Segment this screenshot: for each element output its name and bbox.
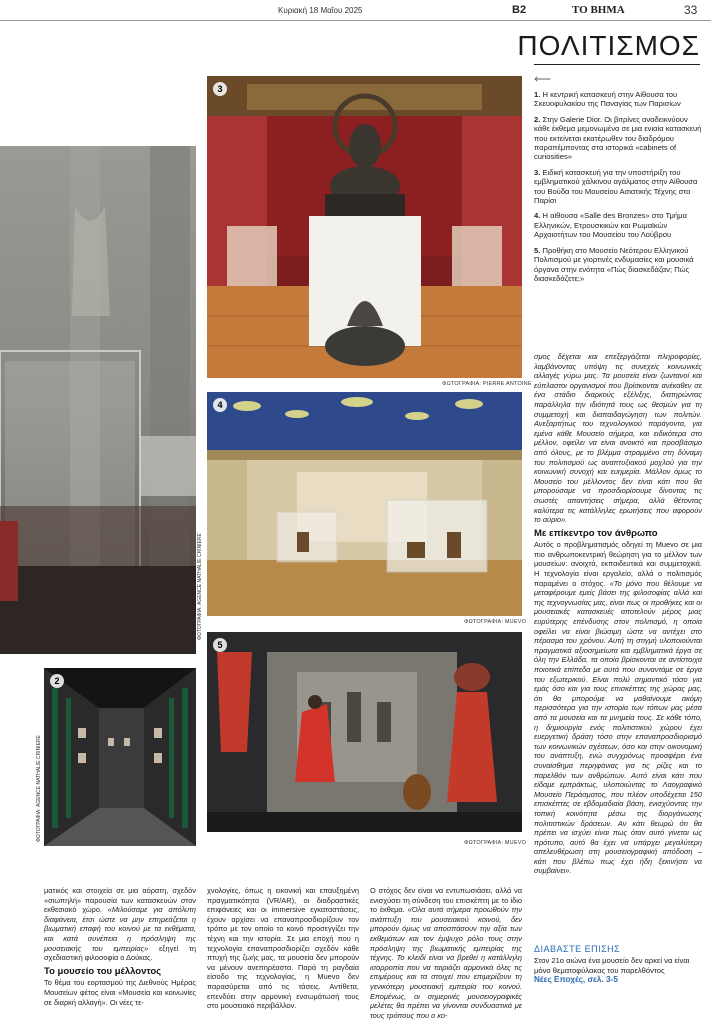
- photo-5-image: [207, 632, 522, 832]
- subhead-future-museum: Το μουσείο του μέλλοντος: [44, 965, 162, 977]
- photo-2-galerie-dior: [44, 668, 196, 846]
- page-number: 33: [684, 3, 698, 17]
- header-rule: [0, 20, 711, 21]
- photo-captions: [534, 72, 702, 289]
- photo-3-number: 3: [213, 82, 227, 96]
- article-column-1: [44, 886, 196, 1007]
- article-column-3: [370, 886, 522, 1020]
- photo-2-number: 2: [50, 674, 64, 688]
- caption-4: 4. Η αίθουσα «Salle des Bronzes» στο Τμήμα Ελληνικών, Ετρουσκικών και Ρωμαϊκών Αρχαιοτήτων του Μουσείου του Λούβρου: [534, 211, 687, 240]
- photo-4-credit: ΦΩΤΟΓΡΑΦΙΑ: MUEVO: [464, 619, 527, 625]
- subhead-human-centered: Με επίκεντρο τον άνθρωπο: [534, 527, 658, 539]
- col1-paragraph-2: Το θέμα του εορτασμού της Διεθνούς Ημέρας Μουσείων φέτος είναι «Μουσεία και κοινωνίες σε διαρκή αλλαγή». Οι νέες τε-: [44, 978, 196, 1007]
- section-title: ΠΟΛΙΤΙΣΜΟΣ: [517, 30, 700, 61]
- col4-paragraph-2: Αυτός ο προβληματισμός οδηγεί τη Muevo σε μια πιο ανθρωποκεντρική θεώρηση για το μέλλον των μουσείων: ανοιχτά, εκπαιδευτικά και συμμετοχικά. Η τεχνολογία είναι εργαλείο, αλλά ο πολιτισμός παραμένει ο στόχος. «Το μόνο που θέλουμε να μεταφέρουμε εμείς βάσει της φιλοσοφίας αλλά και της τεχνογνωσίας μας, είναι πως οι προθήκες και οι μουσειακές κατασκευές αποτελούν μέρος μιας ευρύτερης επένδυσης στον πολιτισμό, η οποία οφείλει να είναι βιώσιμη ώστε να αντέχει στο πέρασμα του χρόνου. Αυτή τη στιγμή υλοποιούνται πραγματικά αξιοσημείωτα και εμβληματικά έργα σε όλη την Ελλάδα, τα οποία βρίσκονται σε αντίστοιχα ποιοτικά επίπεδα με αυτά που συναντάμε σε έργα του εξωτερικού. Είναι πολύ σημαντικό τόσο για εμάς όσο και για τους επισκέπτες της χώρας μας, ότι θα μπορούμε να μαθαίνουμε ακόμη περισσότερα για την ιστορία των τόπων μας μέσα από τα μουσεία και τα μνημεία τους. Σε κάθε τόπο, η δημιουργία ενός πολιτιστικού χώρου έχει ευεργετική δράση τόσο στην επαναπροσδιορισμό των κοινωνικών σχέσεων, όσο και στην οικονομική του ανάπτυξη, ενώ συγχρόνως προσφέρει ένα συναίσθημα περηφάνιας για τις ρίζες και το παρελθόν των ανθρώπων. Αυτό είναι κάτι που είδαμε εμπράκτως, υλοποιώντας το Λαογραφικό Μουσείο Περάσματος, που πλέον υποδέχεται 150 επισκέπτες σε εβδομαδιαία βάση, ενισχύοντας την τοπική κοινότητα μέσω της διοργάνωσης πολιτιστικών δράσεων. Αν κάτι θεωρώ ότι θα πρέπει να ισχύει είναι πως όταν αυτό γίνεται ως πρότυπο, αυτό θα έχει να υπάρχει μεγαλύτερη απελευθέρωση στη μουσειογραφική απόδοση – κάτι που βλέπω πως έχει ήδη ξεκινήσει να συμβαίνει».: [534, 540, 702, 876]
- photo-1-sacristy: [0, 146, 196, 654]
- photo-2-credit: ΦΩΤΟΓΡΑΦΙΑ: AGENCE NATHALIE CRINIERE: [36, 735, 42, 842]
- photo-1-image: [0, 146, 196, 654]
- title-rule: [534, 64, 700, 65]
- caption-5: 5. Προθήκη στο Μουσείο Νεότερου Ελληνικού Πολιτισμού με γιορτινές ενδυμασίες και μουσικά όργανα στην ενότητα «Πώς διασκεδάζαν; Πώς διασκεδάζετε;»: [534, 245, 694, 283]
- read-also-link[interactable]: Νέες Εποχές, σελ. 3-5: [534, 975, 618, 985]
- caption-3: 3. Ειδική κατασκευή για την υποστήριξη του εμβληματικού χάλκινου αγάλματος στην Αίθουσα του Βούδα του Μουσείου Ασιατικής Τέχνης στο Παρίσι: [534, 167, 698, 206]
- photo-5-credit: ΦΩΤΟΓΡΑΦΙΑ: MUEVO: [464, 840, 527, 846]
- page-header: [0, 4, 711, 20]
- arrow-left-icon: ⟵: [534, 72, 552, 86]
- issue-date: Κυριακή 18 Μαΐου 2025: [278, 6, 363, 15]
- photo-3-image: [207, 76, 522, 378]
- photo-4-number: 4: [213, 398, 227, 412]
- photo-5-number: 5: [213, 638, 227, 652]
- col1-paragraph-1: ματικός και στοιχεία σε μια αόρατη, σχεδόν «σιωπηλή» παρουσία των κατασκευών στον εκθεσιακό χώρο. «Μιλούσαμε για απόλυτη διαφάνεια, έτσι ώστε να μην επηρεάζεται η βιωματική επαφή του κοινού με τα εκθέματα, και κατά συνέπεια η πρόσληψη της μουσειακής του εμπειρίας» εξηγεί τη σχεδιαστική φιλοσοφία ο Δούκας.: [44, 886, 196, 963]
- photo-4-image: [207, 392, 522, 616]
- read-also-title: ΔΙΑΒΑΣΤΕ ΕΠΙΣΗΣ: [534, 944, 621, 954]
- caption-1: 1. Η κεντρική κατασκευή στην Αίθουσα του Σκευοφυλακίου της Παναγίας των Παρισίων: [534, 90, 681, 109]
- section-code: Β2: [512, 4, 527, 16]
- col3-paragraph-1: Ο στόχος δεν είναι να εντυπωσιάσει, αλλά να ενισχύσει τη σύνδεση του επισκέπτη με το ίδιο το έκθεμα. «Όλα αυτά σήμερα προωθούν την ανάπτυξη του μουσειακού κοινού, δεν μπορούν όμως να αποσπάσουν την αξία των εκθεμάτων και τον έμψυχο ρόλο τους στην πρόσληψη της βιωματικής εμπειρίας της τέχνης. Το κλειδί είναι να βρεθεί η κατάλληλη ισορροπία που να ταιριάζει αρμονικά όλες τις επιμέρους και τα στοιχεί που επιμερίζουν τη γενικότερη μουσειακή εμπειρία του κοινού. Επομένως, οι σημερινές μουσειογραφικές μελέτες θα πρέπει να γίνονται συνδυαστικά με τους τρόπους που ο κο-: [370, 886, 523, 1020]
- col4-paragraph-1: σμος δέχεται και επεξεργάζεται πληροφορίες, λαμβάνοντας υπόψη τις συνεχείς κοινωνικές αλλαγές γύρω μας. Τα μουσεία είναι ζωντανοί και εύπλαστοι οργανισμοί που βρίσκονται ανέκαθεν σε ένα στάδιο διαρκούς εξέλιξης, διατηρώντας παράλληλα την ιδιότητά τους ως θεσμών για τη συμμετοχή και διαπαιδαγώγηση των πολιτών. Ανεξαρτήτως του τεχνολογικού παράγοντα, για εμένα κάθε Μουσείο σήμερα, και ειδικότερα στο μέλλον, οφείλει να είναι ανοικτό και προσβάσιμο από όλους, με το βλέμμα στραμμένο στη δύναμη του πολιτισμού ως αναπτυξιακού μοχλού για την κοινωνική συνοχή και ευημερία. Μάλλον όμως το Μουσείο του μέλλοντος δεν είναι κάτι που θα μπορούσαμε να προσδιορίσουμε δίνοντας τις σωστές απαντήσεις σήμερα, αλλά θέτοντας καλύτερα τις κατάλληλες ερωτήσεις που αφορούν το αύριο».: [534, 352, 702, 525]
- caption-2: 2. Στην Galerie Dior. Οι βιτρίνες αναδεικνύουν κάθε έκθεμα μεμονωμένα σε μια ενιαία κατασκευή που εκτείνεται εκατέρωθεν του διαδρόμου παραπέμποντας στα ιστορικά «cabinets of curiosities»: [534, 114, 702, 162]
- read-also-text: Στον 21ο αιώνα ένα μουσείο δεν αρκεί να είναι μόνο θεματοφύλακας του παρελθόντος: [534, 956, 690, 975]
- col2-paragraph-1: χνολογίες, όπως η εικονική και επαυξημένη πραγματικότητα (VR/AR), οι διαδραστικές επιφάνειες και οι immersive εγκαταστάσεις, έχουν αρχίσει να επαναπροσδιορίζουν τον τρόπο με τον οποίο το κοινό προσεγγίζει την τέχνη και την ιστορία. Σε μια εποχή που η τεχνολογία επαναπροσδιορίζει σχεδόν κάθε πτυχή της ζωής μας, τα μουσεία δεν μπορούν να μένουν ανεπηρέαστα. Παρά τη ραγδαία είσοδο της τεχνολογίας, η Muevo δεν παρασύρεται από τις τάσεις. Αντίθετα, επενδύει στην αρμονική ενσωμάτωσή τους στο μουσειακό περιβάλλον.: [207, 886, 359, 1011]
- photo-3-credit: ΦΩΤΟΓΡΑΦΙΑ: PIERRE ANTOINE: [442, 381, 532, 387]
- article-column-2: [207, 886, 359, 1011]
- photo-4-salle-des-bronzes: [207, 392, 522, 616]
- newspaper-brand: ΤΟ ΒΗΜΑ: [572, 4, 625, 16]
- photo-5-costume-showcase: [207, 632, 522, 832]
- photo-3-buddha-hall: [207, 76, 522, 378]
- photo-4-side-credit: ΦΩΤΟΓΡΑΦΙΑ: AGENCE NATHALIE CRINIERE: [197, 533, 203, 640]
- read-also-box: [534, 944, 702, 984]
- article-column-4: [534, 352, 702, 938]
- photo-2-image: [44, 668, 196, 846]
